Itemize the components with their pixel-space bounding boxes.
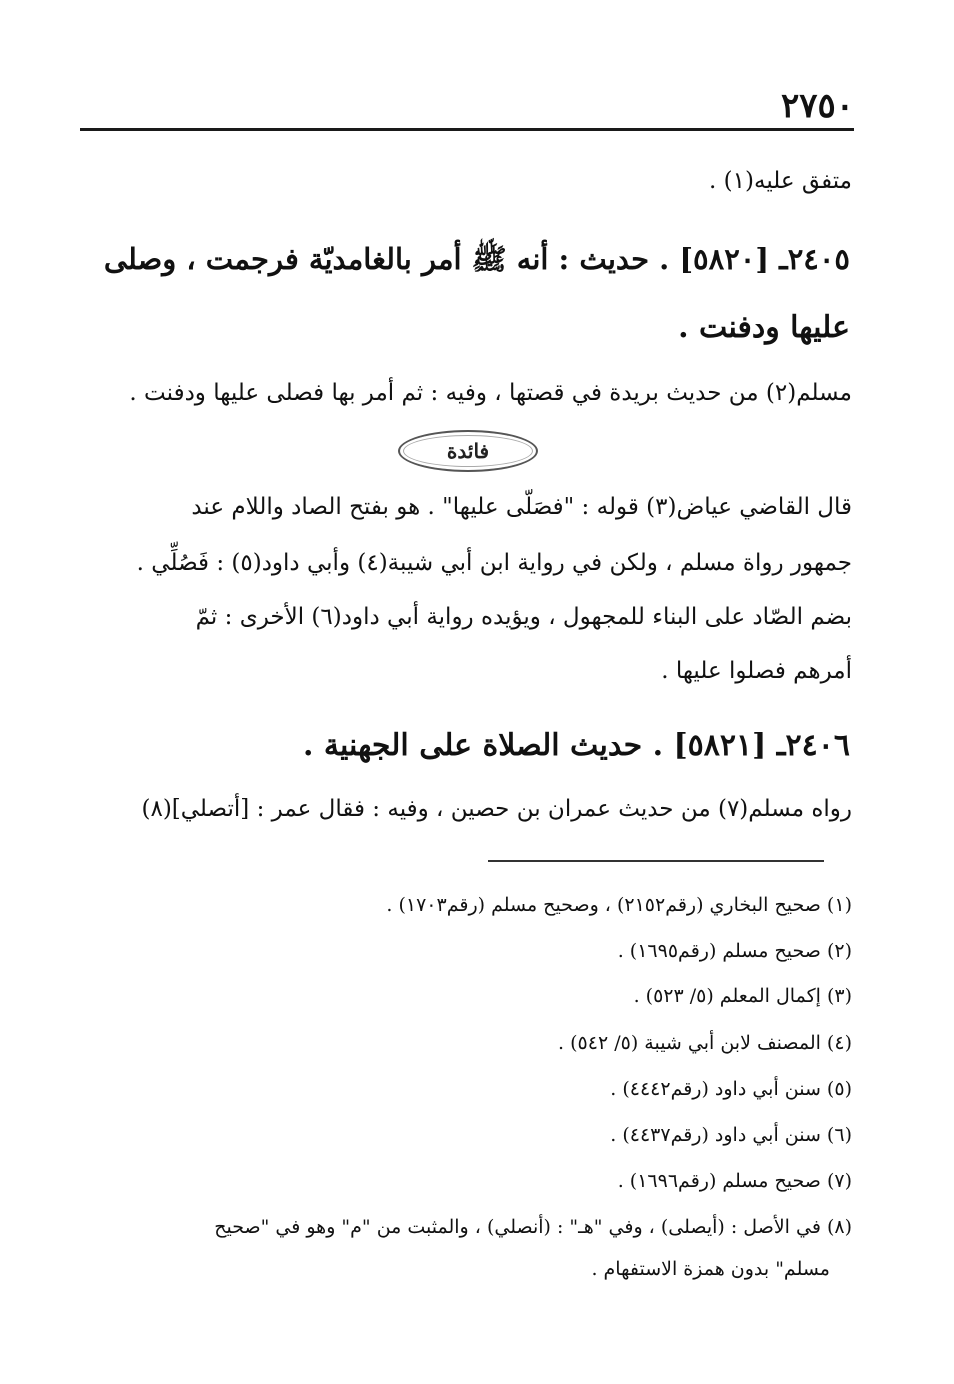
faida-line-4: أمرهم فصلوا عليها . bbox=[661, 658, 852, 684]
footnote-8-line-2: مسلم" بدون همزة الاستفهام . bbox=[591, 1258, 830, 1280]
hadith-2405-heading-line-2: عليها ودفنت . bbox=[678, 310, 850, 345]
footnote-4: (٤) المصنف لابن أبي شيبة (٥/ ٥٤٢) . bbox=[558, 1032, 852, 1054]
hadith-2406-heading: ٢٤٠٦ـ [٥٨٢١] . حديث الصلاة على الجهنية . bbox=[303, 728, 850, 763]
faida-line-1: قال القاضي عياض(٣) قوله : "فصَلّى عليها" . هو بفتح الصاد واللام عند bbox=[191, 494, 852, 520]
footnote-2: (٢) صحيح مسلم (رقم١٦٩٥) . bbox=[617, 940, 852, 962]
page-number: ٢٧٥٠ bbox=[780, 86, 854, 126]
footnote-7: (٧) صحيح مسلم (رقم١٦٩٦) . bbox=[617, 1170, 852, 1192]
header-rule bbox=[80, 128, 854, 131]
footnote-5: (٥) سنن أبي داود (رقم٤٤٤٢) . bbox=[610, 1078, 852, 1100]
footnote-8-line-1: (٨) في الأصل : (أيصلى) ، وفي "هـ" : (أنصلي) ، والمثبت من "م" وهو في "صحيح bbox=[214, 1216, 852, 1238]
faida-line-3: بضم الصّاد على البناء للمجهول ، ويؤيده رواية أبي داود(٦) الأخرى : ثمّ bbox=[195, 604, 852, 630]
hadith-2405-heading-line-1: ٢٤٠٥ـ [٥٨٢٠] . حديث : أنه ﷺ أمر بالغامديّة فرجمت ، وصلى bbox=[103, 242, 850, 276]
footnote-6: (٦) سنن أبي داود (رقم٤٤٣٧) . bbox=[610, 1124, 852, 1146]
faida-badge: فائدة bbox=[398, 430, 538, 472]
footnote-3: (٣) إكمال المعلم (٥/ ٥٢٣) . bbox=[633, 985, 852, 1007]
faida-line-2: جمهور رواة مسلم ، ولكن في رواية ابن أبي شيبة(٤) وأبي داود(٥) : فَصُلِّي . bbox=[136, 550, 852, 576]
hadith-2406-source: رواه مسلم(٧) من حديث عمران بن حصين ، وفيه : فقال عمر : [أتصلي](٨) bbox=[141, 796, 852, 822]
hadith-2405-source: مسلم(٢) من حديث بريدة في قصتها ، وفيه : ثم أمر بها فصلى عليها ودفنت . bbox=[129, 380, 852, 406]
footnote-1: (١) صحيح البخاري (رقم٢١٥٢) ، وصحيح مسلم (رقم١٧٠٣) . bbox=[386, 894, 852, 916]
footnote-separator bbox=[488, 860, 824, 862]
intro-line: متفق عليه(١) . bbox=[709, 168, 852, 194]
